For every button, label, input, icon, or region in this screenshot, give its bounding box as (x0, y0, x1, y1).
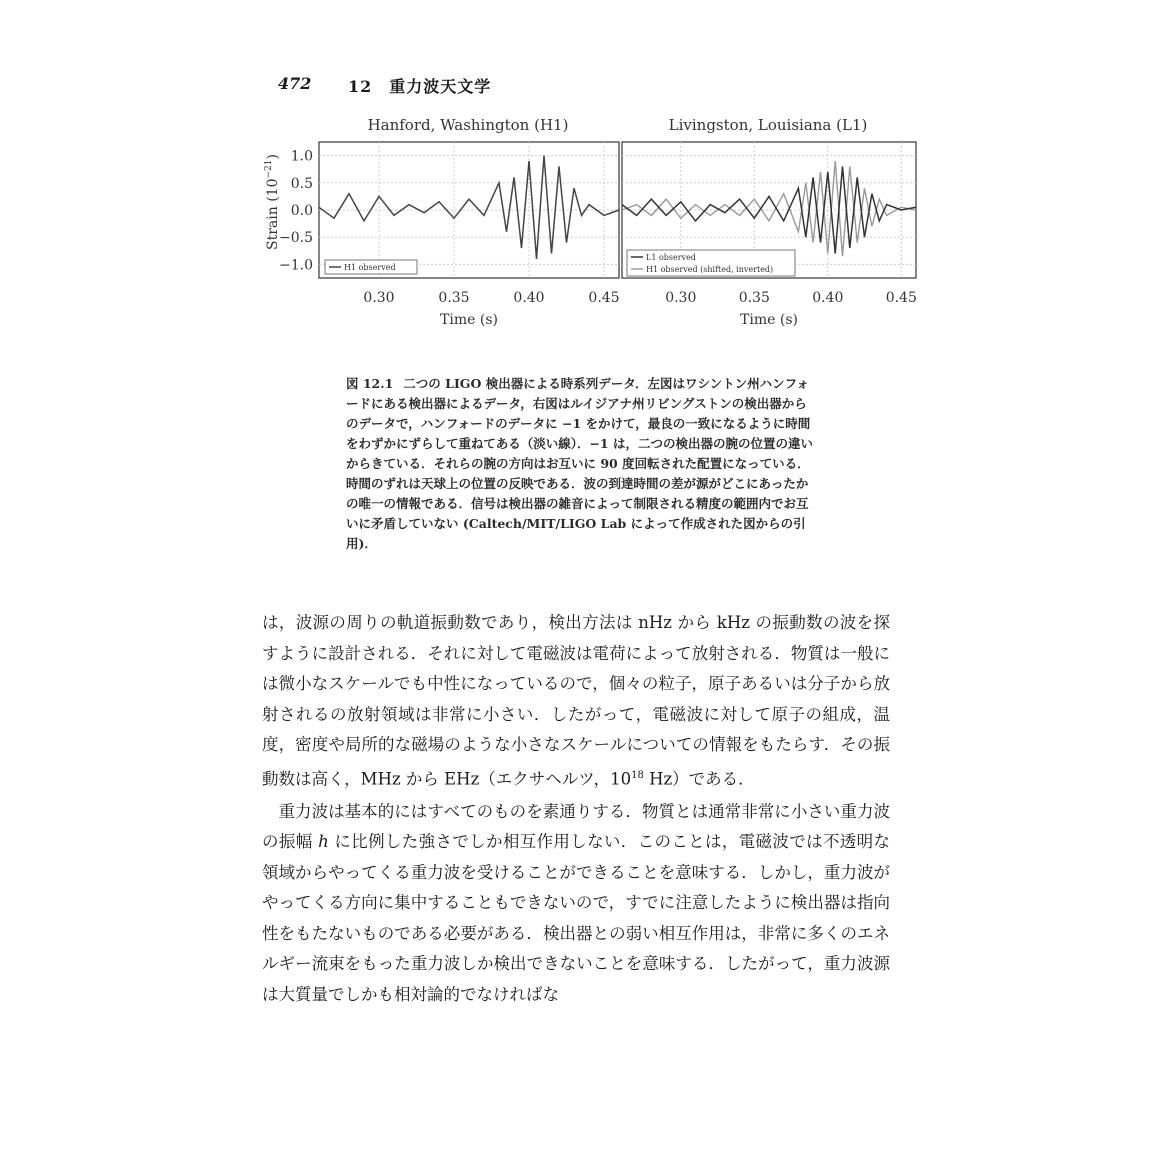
page-header (278, 74, 492, 96)
x-tick-label: 0.45 (885, 290, 917, 306)
x-tick-label: 0.35 (738, 290, 770, 306)
legend-label-h1-shifted: H1 observed (shifted, inverted) (646, 265, 774, 274)
series-line-h1-observed (319, 156, 619, 259)
body-text (262, 608, 890, 1010)
figure-svg (255, 110, 935, 340)
paragraph-2-symbol-h: h (318, 832, 329, 851)
page-number: 472 (278, 74, 312, 93)
caption-text: 二つの LIGO 検出器による時系列データ．左図はワシントン州ハンフォードにある検出器によるデータ，右図はルイジアナ州リビングストンの検出器からのデータで，ハンフォードのデータに −1 をかけて，最良の一致になるように時間をわずかにずらして重ねてある（淡い線）．−1 は，二つの検出器の腕の位置の違いからきている．それらの腕の方向はお互いに 90 度回転された配置になっている．時間のずれは天球上の位置の反映である．波の到達時間の差が源がどこにあったかの唯一の情報である．信号は検出器の雑音によって制限される精度の範囲内でお互いに矛盾していない (Caltech/MIT/LIGO Lab によって作成された図からの引用)． (346, 376, 813, 551)
paragraph-2-text-a: 重力波は基本的にはすべてのものを素通りする．物質とは通常非常に小さい重力波の振幅 (262, 801, 890, 851)
legend-label-l1: L1 observed (646, 253, 696, 262)
x-tick-label: 0.35 (438, 290, 470, 306)
y-ticks-h1 (279, 149, 313, 274)
x-tick-label: 0.40 (812, 290, 844, 306)
y-axis-label: Strain $(10^{-21})$ (264, 154, 281, 250)
x-tick-label: 0.30 (363, 290, 395, 306)
y-tick-label: −0.5 (279, 230, 313, 247)
x-ticks-h1 (363, 290, 619, 306)
x-axis-label-l1: Time (s) (740, 312, 798, 328)
panel-title-h1: Hanford, Washington (H1) (367, 116, 569, 134)
paragraph-2-text-b: に比例した強さでしか相互作用しない．このことは，電磁波では不透明な領域からやってくる重力波を受けることができることを意味する．しかし，重力波がやってくる方向に集中することもできないので，すでに注意したように検出器は指向性をもたないものである必要がある．検出器との弱い相互作用は，非常に多くのエネルギー流束をもった重力波しか検出できないことを意味する．したがって，重力波源は大質量でしかも相対論的でなければな (262, 832, 890, 1004)
figure-12-1 (255, 110, 935, 340)
x-tick-label: 0.45 (588, 290, 620, 306)
y-tick-label: 0.5 (290, 175, 313, 192)
paragraph-1-exponent: 18 (631, 769, 644, 781)
paragraph-1-text-b: Hz）である． (643, 769, 755, 788)
y-tick-label: 1.0 (290, 148, 313, 165)
x-axis-label-h1: Time (s) (440, 312, 498, 328)
y-tick-label: −1.0 (279, 257, 313, 274)
chapter-title: 12 重力波天文学 (348, 77, 492, 96)
grid-h1 (319, 142, 619, 278)
figure-caption (346, 374, 816, 554)
series-line-h1-shifted-inverted (622, 161, 916, 256)
y-tick-label: 0.0 (290, 203, 313, 219)
paragraph-1 (262, 608, 890, 795)
x-tick-label: 0.30 (665, 290, 697, 306)
paragraph-1-text-a: は，波源の周りの軌道振動数であり，検出方法は nHz から kHz の振動数の波を探すように設計される．それに対して電磁波は電荷によって放射される．物質は一般には微小なスケールでも中性になっているので，個々の粒子，原子あるいは分子から放射されるの放射領域は非常に小さい．したがって，電磁波に対して原子の組成，温度，密度や局所的な磁場のような小さなスケールについての情報をもたらす．その振動数は高く，MHz から EHz（エクサヘルツ，10 (262, 613, 891, 788)
panel-title-l1: Livingston, Louisiana (L1) (668, 116, 868, 134)
x-ticks-l1 (665, 290, 917, 306)
x-tick-label: 0.40 (513, 290, 545, 306)
caption-label: 図 12.1 (346, 376, 394, 391)
legend-label-h1: H1 observed (344, 263, 396, 272)
paragraph-2 (262, 797, 890, 1011)
